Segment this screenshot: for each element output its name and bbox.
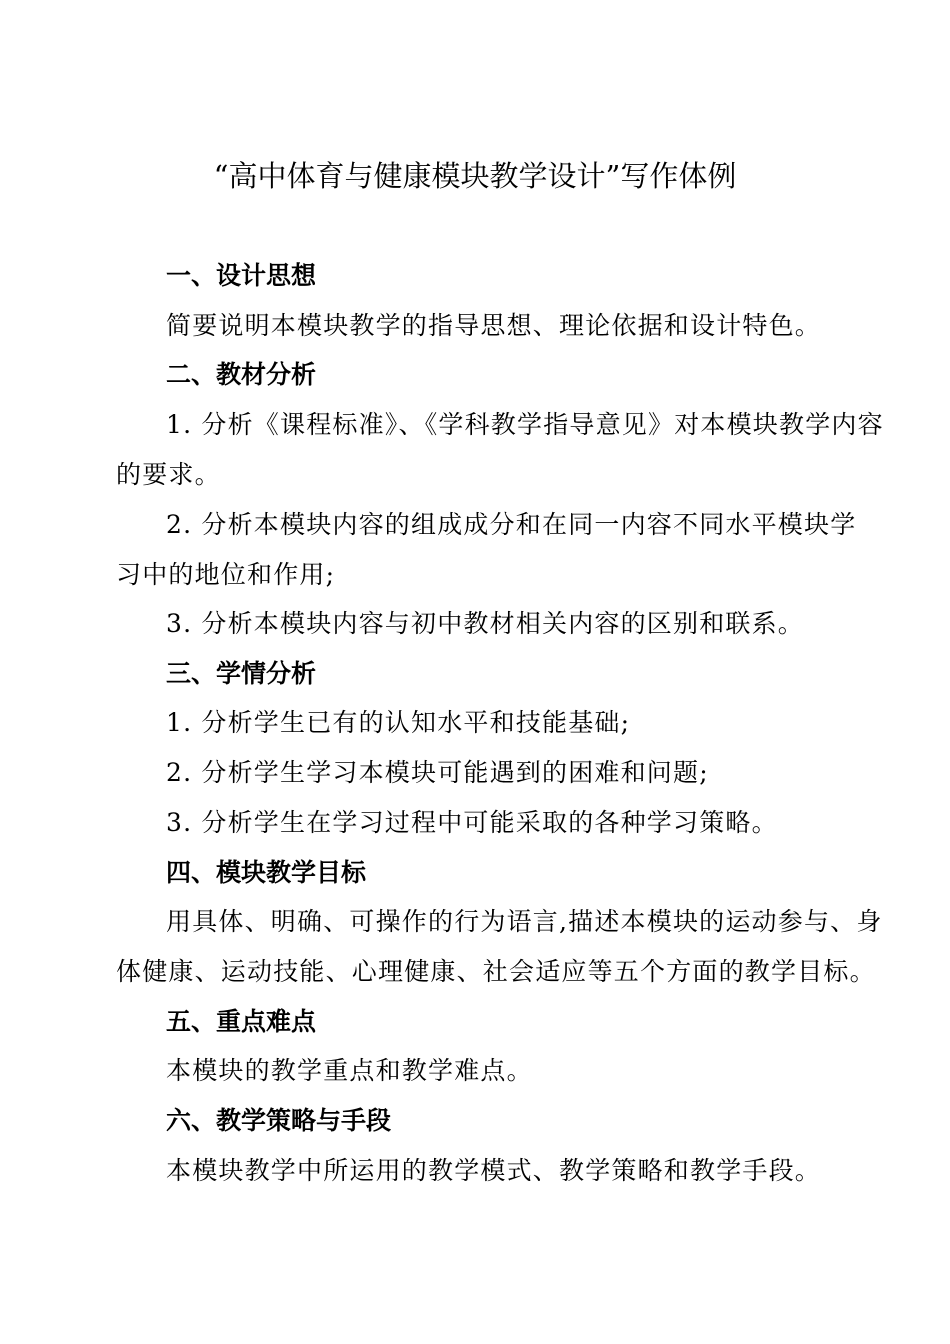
paragraph-line: 3. 分析本模块内容与初中教材相关内容的区别和联系。 (166, 609, 805, 638)
document-title: “高中体育与健康模块教学设计”写作体例 (213, 159, 737, 193)
section-heading-textbook-analysis: 二、教材分析 (166, 360, 317, 389)
section-heading-learner-analysis: 三、学情分析 (166, 659, 317, 688)
section-heading-design-idea: 一、设计思想 (166, 261, 317, 290)
paragraph-line: 本模块教学中所运用的教学模式、教学策略和教学手段。 (166, 1156, 822, 1185)
paragraph-line: 2. 分析本模块内容的组成成分和在同一内容不同水平模块学 (166, 510, 857, 539)
paragraph-line: 1. 分析学生已有的认知水平和技能基础; (166, 708, 631, 737)
paragraph-line: 用具体、明确、可操作的行为语言,描述本模块的运动参与、身 (166, 907, 883, 936)
section-heading-module-objectives: 四、模块教学目标 (166, 858, 367, 887)
paragraph-line: 简要说明本模块教学的指导思想、理论依据和设计特色。 (166, 311, 822, 340)
paragraph-line: 1. 分析《课程标准》、《学科教学指导意见》对本模块教学内容 (166, 410, 884, 439)
section-heading-key-points: 五、重点难点 (166, 1007, 317, 1036)
paragraph-line: 的要求。 (116, 460, 221, 489)
paragraph-line: 体健康、运动技能、心理健康、社会适应等五个方面的教学目标。 (116, 957, 876, 986)
section-heading-strategies: 六、教学策略与手段 (166, 1106, 392, 1135)
paragraph-line: 3. 分析学生在学习过程中可能采取的各种学习策略。 (166, 808, 778, 837)
paragraph-line: 2. 分析学生学习本模块可能遇到的困难和问题; (166, 758, 709, 787)
paragraph-line: 习中的地位和作用; (116, 560, 336, 589)
paragraph-line: 本模块的教学重点和教学难点。 (166, 1056, 533, 1085)
